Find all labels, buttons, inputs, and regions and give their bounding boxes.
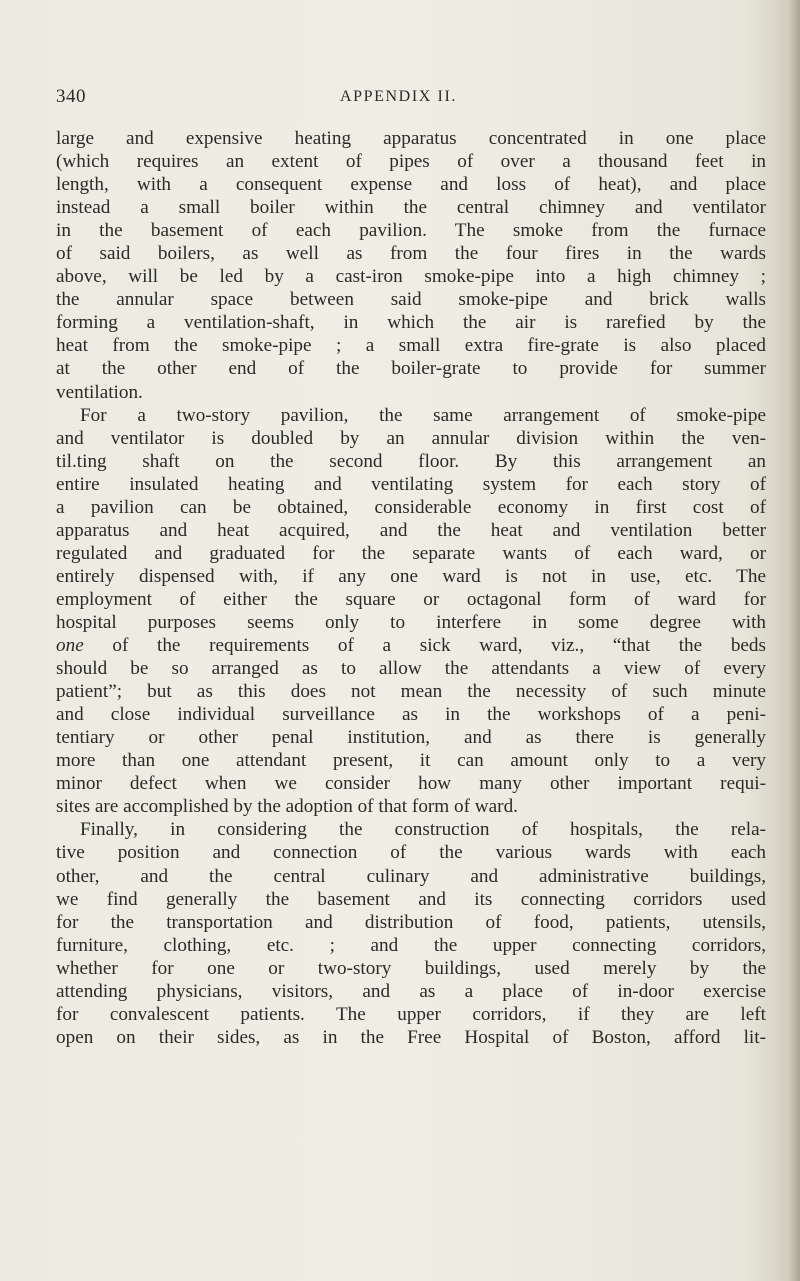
text-segment: of the requirements of a sick ward, viz., “that the beds (83, 635, 766, 657)
body-text (56, 127, 766, 1049)
text-line: patient”; but as this does not mean the necessity of such minute (56, 681, 766, 703)
text-line: should be so arranged as to allow the attendants a view of every (56, 658, 766, 680)
page-header (0, 86, 800, 116)
text-line: of said boilers, as well as from the four fires in the wards (56, 243, 766, 265)
running-head: APPENDIX II. (340, 88, 457, 105)
text-line: at the other end of the boiler-grate to provide for summer (56, 358, 766, 380)
text-line: in the basement of each pavilion. The smoke from the furnace (56, 220, 766, 242)
text-line: For a two-story pavilion, the same arrangement of smoke-pipe (80, 404, 766, 426)
text-line: apparatus and heat acquired, and the heat and ventilation better (56, 519, 766, 541)
text-line: other, and the central culinary and administrative buildings, (56, 865, 766, 887)
text-line: length, with a consequent expense and loss of heat), and place (56, 174, 766, 196)
text-line: forming a ventilation-shaft, in which the air is rarefied by the (56, 312, 766, 334)
text-line: large and expensive heating apparatus concentrated in one place (56, 128, 766, 149)
text-line: instead a small boiler within the central chimney and ventilator (56, 197, 766, 219)
page-number: 340 (56, 86, 86, 107)
text-line: and ventilator is doubled by an annular division within the ven- (56, 427, 766, 449)
italic-word: one (56, 635, 84, 657)
text-line: entirely dispensed with, if any one ward is not in use, etc. The (56, 565, 766, 587)
text-line: open on their sides, as in the Free Hospital of Boston, afford lit- (56, 1026, 766, 1048)
text-line: regulated and graduated for the separate wants of each ward, or (56, 542, 766, 564)
text-line: minor defect when we consider how many other important requi- (56, 773, 766, 795)
text-line (56, 634, 766, 657)
text-line: furniture, clothing, etc. ; and the upper connecting corridors, (56, 934, 766, 956)
text-line: more than one attendant present, it can amount only to a very (56, 750, 766, 772)
text-line: ventilation. (56, 381, 143, 403)
text-line: sites are accomplished by the adoption of that form of ward. (56, 796, 518, 818)
text-line: for convalescent patients. The upper corridors, if they are left (56, 1003, 766, 1025)
text-line: and close individual surveillance as in the workshops of a peni- (56, 704, 766, 726)
text-line: whether for one or two-story buildings, used merely by the (56, 957, 766, 979)
page-edge-shadow (786, 0, 800, 1281)
text-line: (which requires an extent of pipes of over a thousand feet in (56, 151, 766, 173)
text-line: for the transportation and distribution of food, patients, utensils, (56, 911, 766, 933)
text-line: above, will be led by a cast-iron smoke-pipe into a high chimney ; (56, 266, 766, 288)
text-line: we find generally the basement and its connecting corridors used (56, 888, 766, 910)
text-line: hospital purposes seems only to interfere in some degree with (56, 611, 766, 633)
text-line: attending physicians, visitors, and as a place of in-door exercise (56, 980, 766, 1002)
text-line: a pavilion can be obtained, considerable economy in first cost of (56, 496, 766, 518)
text-line: Finally, in considering the construction of hospitals, the rela- (80, 819, 766, 841)
text-line: the annular space between said smoke-pipe and brick walls (56, 289, 766, 311)
text-line: tive position and connection of the various wards with each (56, 842, 766, 864)
text-line: entire insulated heating and ventilating system for each story of (56, 473, 766, 495)
text-line: til.ting shaft on the second floor. By this arrangement an (56, 450, 766, 472)
text-line: tentiary or other penal institution, and as there is generally (56, 727, 766, 749)
text-line: heat from the smoke-pipe ; a small extra fire-grate is also placed (56, 335, 766, 357)
text-line: employment of either the square or octagonal form of ward for (56, 588, 766, 610)
